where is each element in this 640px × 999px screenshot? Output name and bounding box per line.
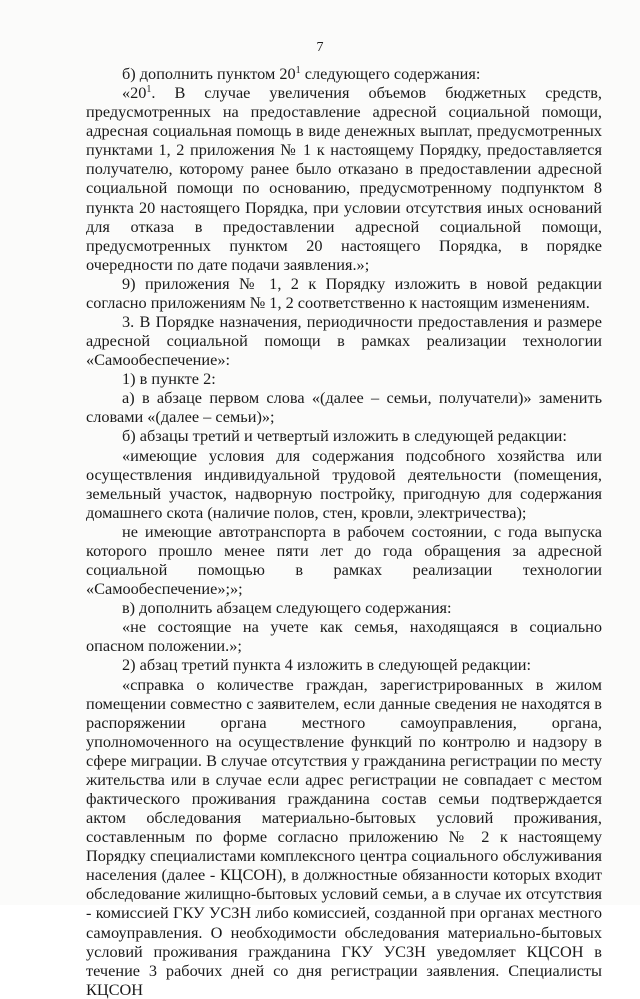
paragraph-subitem-1: 1) в пункте 2: (122, 369, 216, 389)
paragraph-add-item-20-1 (86, 64, 602, 83)
paragraph-text: следующего содержания: (300, 64, 481, 83)
paragraph-text: . В случае увеличения объемов бюджетных средств, предусмотренных на предоставление адресной социальной помощи, адресная социальная помощь в виде денежных выплат, предусмотренных пунктами 1, 2 приложения № 1 к настоящему Порядку, предоставляется получателю, которому ранее было отказано в предоставлении адресной социальной помощи по основанию, предусмотренному подпунктом 8 пункта 20 настоящего Порядка, при условии отсутствия иных оснований для отказа в предоставлении адресной социальной помощи, предусмотренных пунктом 20 настоящего Порядка, в порядке очередности по дате подачи заявления.»; (86, 83, 602, 274)
paragraph-subitem-a: а) в абзаце первом слова «(далее – семьи, получатели)» заменить словами «(далее – семьи)»; (86, 388, 602, 427)
paragraph-section-3: 3. В Порядке назначения, периодичности предоставления и размере адресной социальной помощи в рамках реализации технологии «Самообеспечение»: (86, 312, 602, 370)
document-body (86, 64, 602, 999)
paragraph-quote-registry: «не состоящие на учете как семья, находящаяся в социально опасном положении.»; (86, 617, 602, 656)
paragraph-quote-certificate: «справка о количестве граждан, зарегистрированных в жилом помещении совместно с заявителем, если данные сведения не находятся в распоряжении органа местного самоуправления, органа, уполномоченного на осуществление функций по контролю и надзору в сфере миграции. В случае отсутствия у гражданина регистрации по месту жительства или в случае если адрес регистрации не совпадает с местом фактического проживания гражданина состав семьи подтверждается актом обследования материально-бытовых условий проживания, составленным по форме согласно приложению № 2 к настоящему Порядку специалистами комплексного центра социального обслуживания населения (далее - КЦСОН), в должностные обязанности которых входит обследование жилищно-бытовых условий семьи, а в случае их отсутствия - комиссией ГКУ УСЗН либо комиссией, созданной при органах местного самоуправления. О необходимости обследования материально-бытовых условий проживания гражданина ГКУ УСЗН уведомляет КЦСОН в течение 3 рабочих дней со дня регистрации заявления. Специалисты КЦСОН (86, 674, 602, 999)
page-number: 7 (316, 40, 324, 55)
paragraph-text: б) дополнить пунктом 20 (122, 64, 296, 83)
paragraph-text: «20 (122, 83, 147, 103)
paragraph-subitem-2: 2) абзац третий пункта 4 изложить в следующей редакции: (122, 655, 532, 675)
paragraph-quote-conditions: «имеющие условия для содержания подсобного хозяйства или осуществления индивидуальной трудовой деятельности (помещения, земельный участок, надворную постройку, пригодную для содержания домашнего скота (наличие полов, стен, кровли, электричества); (86, 445, 602, 522)
paragraph-quote-vehicle: не имеющие автотранспорта в рабочем состоянии, с года выпуска которого прошло менее пяти лет до года обращения за адресной социальной помощью в рамках реализации технологии «Самообеспечение»;»; (86, 521, 602, 599)
superscript: 1 (295, 65, 301, 76)
superscript: 1 (146, 84, 152, 96)
paragraph-item-9: 9) приложения № 1, 2 к Порядку изложить в новой редакции согласно приложениям № 1, 2 соответственно к настоящим изменениям. (86, 273, 602, 312)
paragraph-subitem-b: б) абзацы третий и четвертый изложить в следующей редакции: (122, 426, 567, 446)
paragraph-subitem-v: в) дополнить абзацем следующего содержания: (122, 598, 452, 618)
paragraph-item-20-1-text (86, 83, 602, 274)
